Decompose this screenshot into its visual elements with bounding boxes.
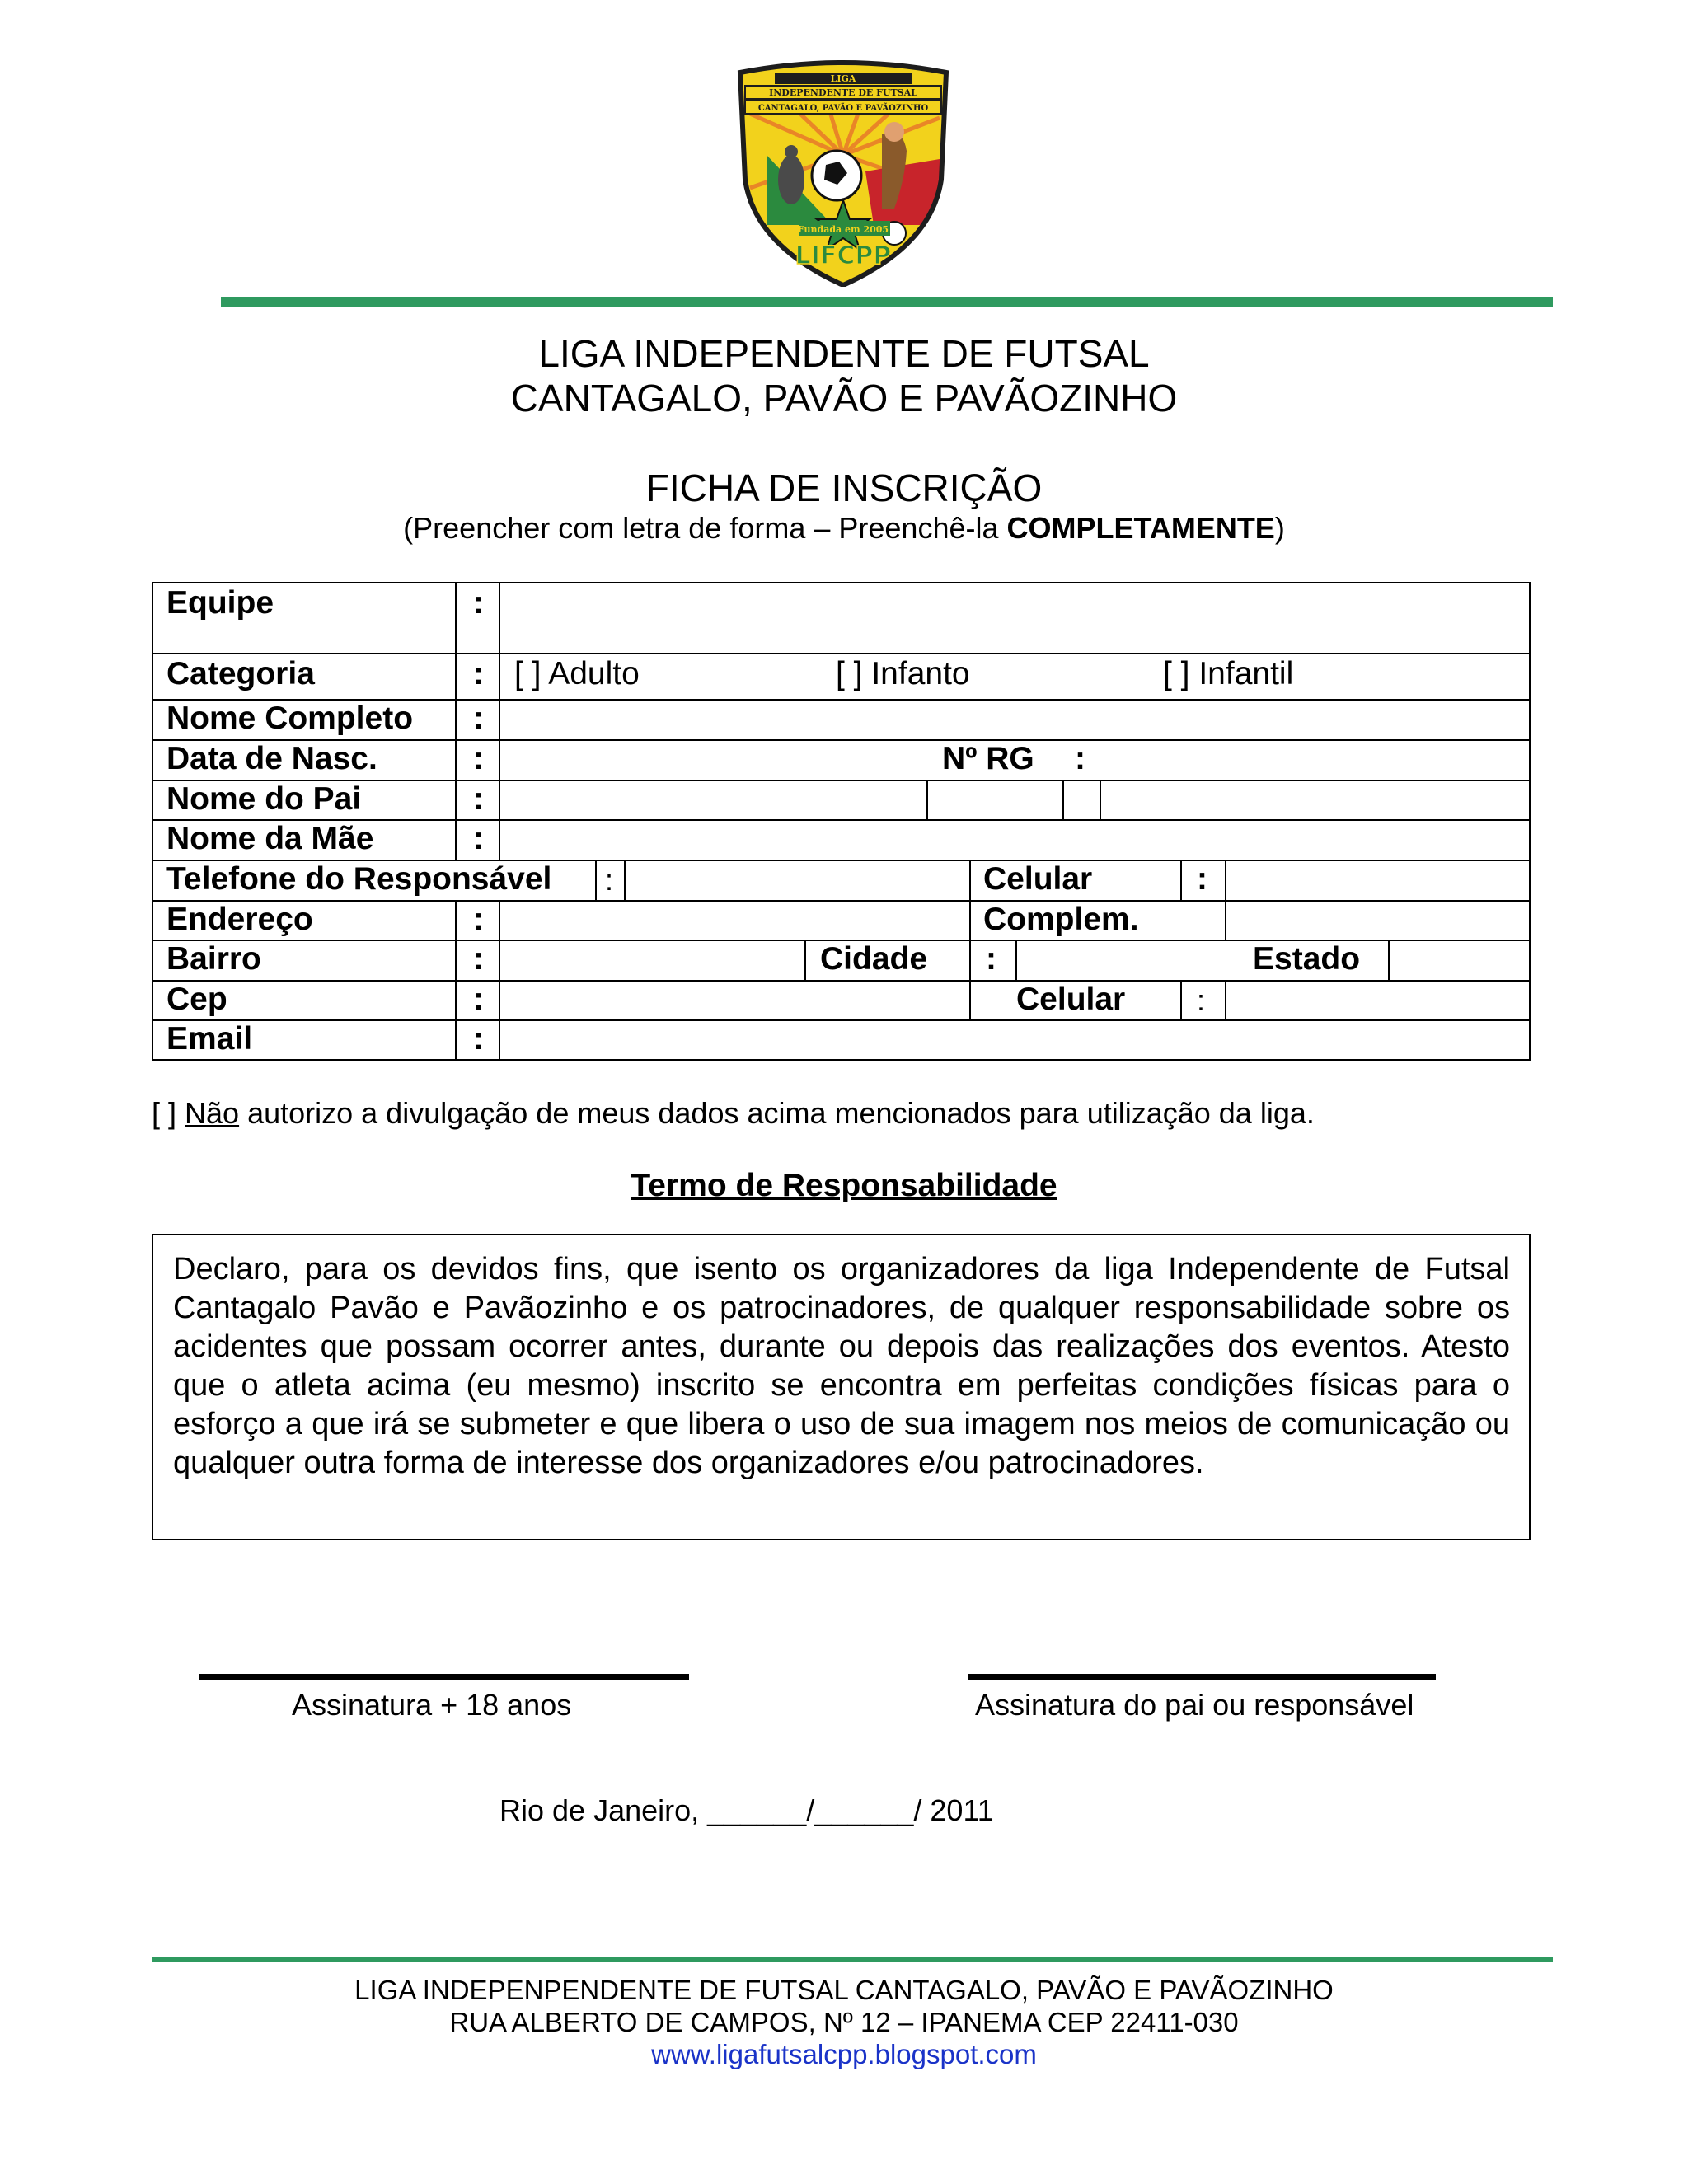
telefone-field[interactable]: [626, 861, 968, 898]
data-nasc-label: Data de Nasc.: [166, 741, 377, 776]
bairro-label: Bairro: [166, 941, 261, 977]
termo-body: Declaro, para os devidos fins, que isento os organizadores da liga Independente de Futsal Cantagalo Pavão e Pavãozinho e os patrocinadores, de qualquer responsabilidade sobre os acidentes que possam ocorrer antes, durante ou depois das realizações dos eventos. Atesto que o atleta acima (eu mesmo) inscrito se encontra em perfeitas condições físicas para o esforço a que irá se submeter e que libera o uso de sua imagem nos meios de comunicação ou qualquer outra forma de interesse dos organizadores e/ou patrocinadores.: [173, 1252, 1510, 1480]
consent-text: autorizo a divulgação de meus dados acima mencionados para utilização da liga.: [239, 1096, 1315, 1130]
logo-monogram: LIFCPP: [795, 241, 892, 270]
date-line: Rio de Janeiro, ______/______/ 2011: [499, 1793, 994, 1827]
telefone-colon: :: [605, 863, 614, 897]
data-nasc-colon: :: [473, 741, 484, 776]
rg-colon: :: [1075, 741, 1085, 776]
league-title-line2: CANTAGALO, PAVÃO E PAVÃOZINHO: [510, 377, 1178, 419]
form-title: FICHA DE INSCRIÇÃO: [645, 466, 1043, 509]
termo-box: [152, 1234, 1531, 1540]
nome-completo-colon: :: [473, 701, 484, 736]
cep-field[interactable]: [501, 982, 968, 1018]
email-colon: :: [473, 1021, 484, 1057]
parent-signature-label: Assinatura do pai ou responsável: [975, 1688, 1414, 1722]
logo-arch-text-1: LIGA: [830, 73, 856, 84]
equipe-label: Equipe: [166, 585, 274, 621]
nome-mae-colon: :: [473, 821, 484, 856]
logo-arch-text-3: CANTAGALO, PAVÃO E PAVÃOZINHO: [757, 104, 929, 113]
nome-pai-label: Nome do Pai: [166, 781, 362, 817]
nome-mae-label: Nome da Mãe: [166, 821, 374, 856]
nome-pai-field[interactable]: [501, 781, 1528, 818]
adult-signature-label: Assinatura + 18 anos: [292, 1688, 572, 1722]
bairro-colon: :: [473, 941, 484, 977]
celular-2-field[interactable]: [1227, 982, 1528, 1018]
cidade-field[interactable]: [1018, 941, 1224, 978]
top-divider: [221, 297, 1553, 307]
email-label: Email: [166, 1021, 253, 1057]
consent-nao: Não: [185, 1096, 240, 1130]
celular-2-colon: :: [1197, 983, 1206, 1017]
celular-label: Celular: [983, 861, 1093, 897]
cidade-colon: :: [986, 941, 996, 977]
nome-mae-field[interactable]: [501, 821, 1528, 858]
categoria-option-adulto[interactable]: [ ] Adulto: [514, 656, 640, 691]
complem-label: Complem.: [983, 902, 1139, 937]
celular-colon: :: [1197, 861, 1207, 897]
nome-completo-field[interactable]: [501, 701, 1528, 738]
celular-field[interactable]: [1227, 861, 1528, 898]
form-instructions: [0, 511, 1688, 546]
league-crest-logo: [734, 56, 953, 287]
cidade-label: Cidade: [820, 941, 928, 977]
equipe-field[interactable]: [501, 585, 1528, 651]
data-nasc-field[interactable]: [501, 741, 925, 778]
registration-form-table: [152, 582, 1531, 1061]
footer-league-name: LIGA INDEPENPENDENTE DE FUTSAL CANTAGALO, PAVÃO E PAVÃOZINHO: [354, 1975, 1334, 2005]
rg-field[interactable]: [1103, 741, 1528, 778]
league-title-line1: LIGA INDEPENDENTE DE FUTSAL: [538, 332, 1150, 375]
footer-address: RUA ALBERTO DE CAMPOS, Nº 12 – IPANEMA CEP 22411-030: [449, 2007, 1239, 2037]
cep-label: Cep: [166, 982, 227, 1017]
nome-completo-label: Nome Completo: [166, 701, 414, 736]
bottom-divider: [152, 1957, 1553, 1962]
categoria-option-infanto[interactable]: [ ] Infanto: [836, 656, 970, 691]
categoria-option-infantil[interactable]: [ ] Infantil: [1163, 656, 1294, 691]
instructions-suffix: ): [1274, 511, 1285, 545]
footer-website-link[interactable]: www.ligafutsalcpp.blogspot.com: [651, 2039, 1037, 2069]
endereco-colon: :: [473, 902, 484, 937]
rg-label: Nº RG: [942, 741, 1034, 776]
complem-field[interactable]: [1227, 902, 1528, 938]
telefone-label: Telefone do Responsável: [166, 861, 552, 897]
termo-heading: Termo de Responsabilidade: [631, 1168, 1057, 1203]
data-consent-line: [152, 1096, 1315, 1131]
instructions-emphasis: COMPLETAMENTE: [1006, 511, 1275, 545]
categoria-label: Categoria: [166, 656, 315, 691]
nome-pai-colon: :: [473, 781, 484, 817]
logo-founded: Fundada em 2005: [797, 224, 889, 235]
parent-signature-line[interactable]: [968, 1674, 1436, 1680]
instructions-prefix: (Preencher com letra de forma – Preenchê-la: [403, 511, 1007, 545]
adult-signature-line[interactable]: [199, 1674, 689, 1680]
celular-2-label: Celular: [1016, 982, 1126, 1017]
endereco-field[interactable]: [501, 902, 968, 938]
email-field[interactable]: [501, 1021, 1528, 1058]
categoria-colon: :: [473, 656, 484, 691]
logo-arch-text-2: INDEPENDENTE DE FUTSAL: [769, 87, 917, 98]
endereco-label: Endereço: [166, 902, 313, 937]
estado-label: Estado: [1253, 941, 1361, 977]
estado-field[interactable]: [1390, 941, 1528, 978]
cep-colon: :: [473, 982, 484, 1017]
equipe-colon: :: [473, 585, 484, 621]
consent-checkbox[interactable]: [ ]: [152, 1096, 177, 1130]
bairro-field[interactable]: [501, 941, 803, 978]
